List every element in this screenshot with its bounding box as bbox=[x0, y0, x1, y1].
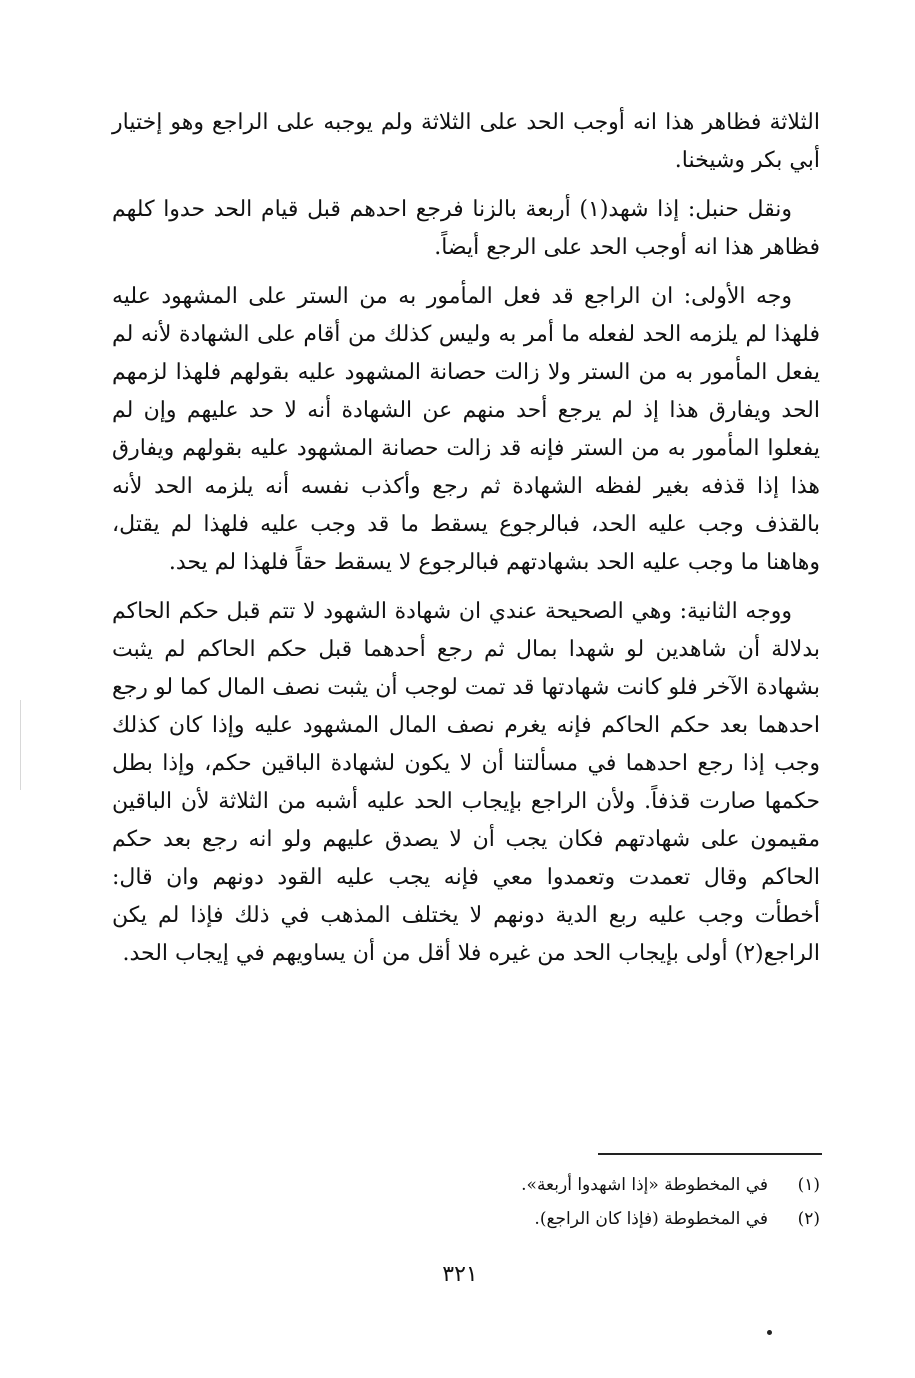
scan-speck bbox=[767, 1330, 772, 1335]
footnote-2-text: في المخطوطة (فإذا كان الراجع). bbox=[534, 1209, 768, 1229]
paragraph-3: وجه الأولى: ان الراجع قد فعل المأمور به من الستر على المشهود عليه فلهذا لم يلزمه الحد لفعله ما أمر به وليس كذلك من أقام على الشهادة لأنه لم يفعل المأمور به من الستر ولا زالت حصانة المشهود عليه بقولهم فلهذا لزمهم الحد ويفارق هذا إذ لم يرجع أحد منهم عن الشهادة أنه لا حد عليهم وإن لم يفعلوا المأمور به من الستر فإنه قد زالت حصانة المشهود عليه بقولهم ويفارق هذا إذا قذفه بغير لفظه الشهادة ثم رجع وأكذب نفسه أنه يلزمه الحد لأنه بالقذف وجب عليه الحد، فبالرجوع يسقط ما قد وجب عليه فلهذا لم يقتل، وهاهنا ما وجب عليه الحد بشهادتهم فبالرجوع لا يسقط حقاً فلهذا لم يحد. bbox=[112, 284, 820, 575]
footnote-2-number: (٢) bbox=[797, 1209, 820, 1229]
footnote-divider bbox=[598, 1153, 822, 1155]
footnote-1-number: (١) bbox=[797, 1175, 820, 1195]
footnote-2 bbox=[112, 1202, 820, 1236]
paragraph-1: الثلاثة فظاهر هذا انه أوجب الحد على الثلاثة ولم يوجبه على الراجع وهو إختيار أبي بكر وشيخنا. bbox=[112, 110, 820, 173]
footnotes bbox=[112, 1168, 820, 1236]
scan-edge-mark bbox=[20, 700, 21, 790]
main-text bbox=[112, 104, 820, 984]
paragraph-4: ووجه الثانية: وهي الصحيحة عندي ان شهادة الشهود لا تتم قبل حكم الحاكم بدلالة أن شاهدين لو شهدا بمال ثم رجع أحدهما قبل حكم الحاكم لم يثبت بشهادة الآخر فلو كانت شهادتها قد تمت لوجب أن يثبت نصف المال كما لو رجع احدهما بعد حكم الحاكم فإنه يغرم نصف المال المشهود عليه وإذا كان كذلك وجب إذا رجع احدهما في مسألتنا أن لا يكون لشهادة الباقين حكم، وإذا بطل حكمها صارت قذفاً. ولأن الراجع بإيجاب الحد عليه أشبه من الثلاثة لأن الباقين مقيمون على شهادتهم فكان يجب أن لا يصدق عليهم ولو انه رجع بعد حكم الحاكم وقال تعمدت وتعمدوا معي فإنه يجب عليه القود دونهم وان قال: أخطأت وجب عليه ربع الدية دونهم لا يختلف المذهب في ذلك فإذا لم يكن الراجع(٢) أولى بإيجاب الحد من غيره فلا أقل من أن يساويهم في إيجاب الحد. bbox=[112, 599, 820, 966]
footnote-1-text: في المخطوطة «إذا اشهدوا أربعة». bbox=[521, 1175, 768, 1195]
paragraph-2: ونقل حنبل: إذا شهد(١) أربعة بالزنا فرجع احدهم قبل قيام الحد حدوا كلهم فظاهر هذا انه أوجب الحد على الرجع أيضاً. bbox=[112, 197, 820, 260]
footnote-1 bbox=[112, 1168, 820, 1202]
page-number: ٣٢١ bbox=[442, 1262, 478, 1287]
